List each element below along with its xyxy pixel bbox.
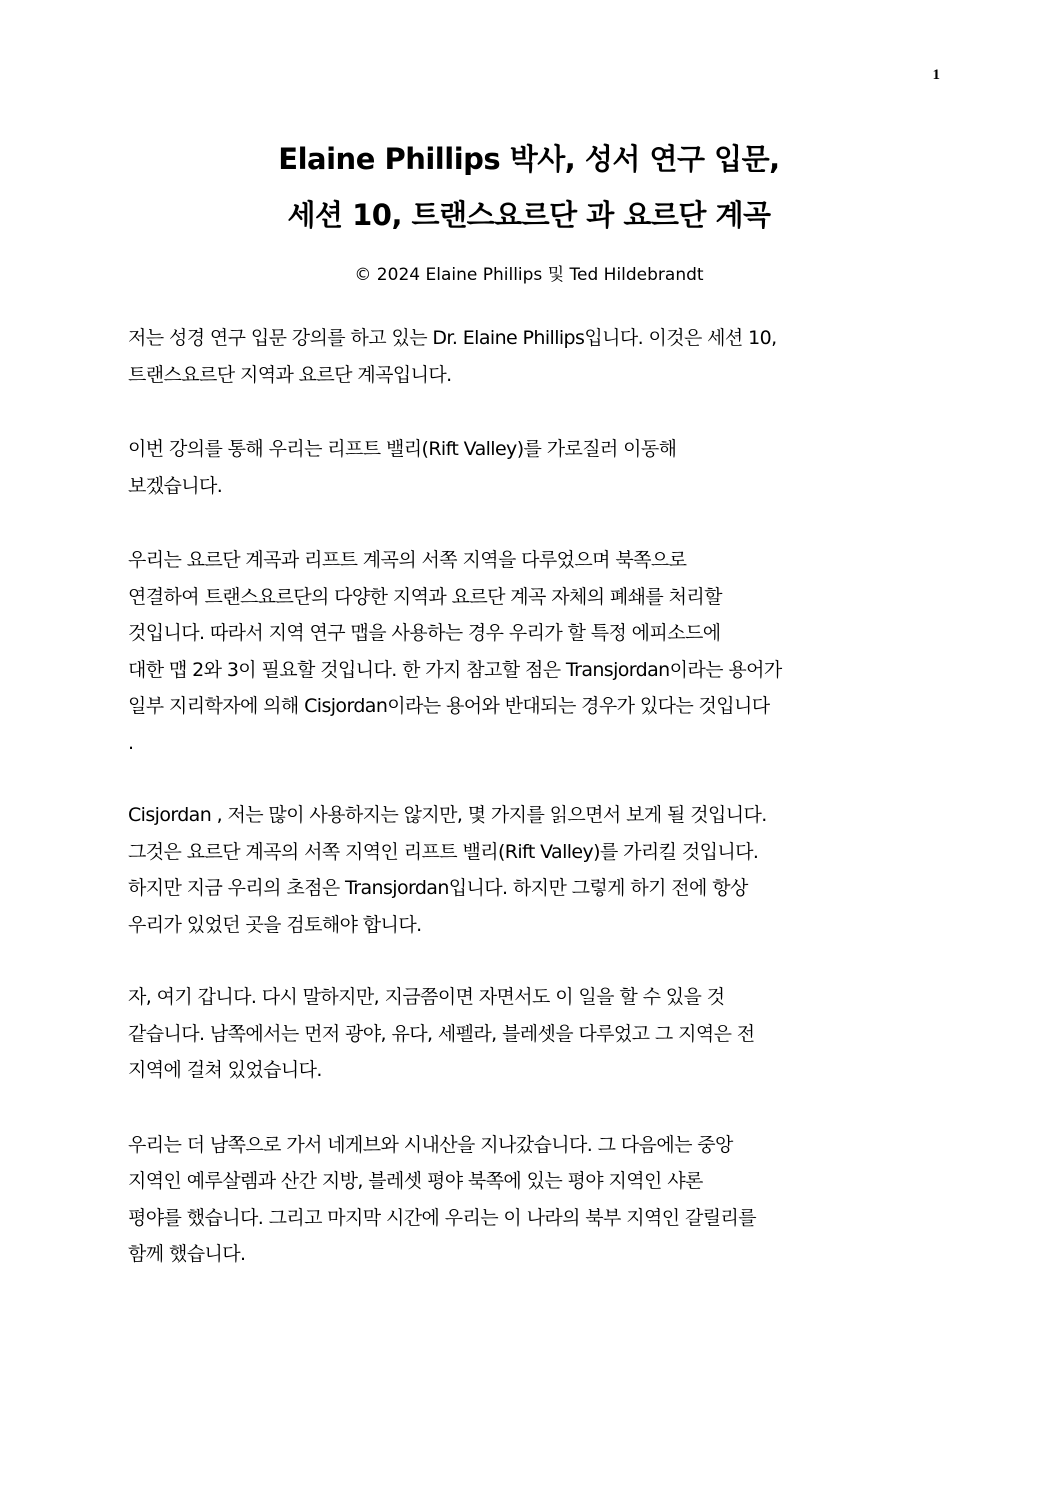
paragraph-2	[128, 431, 940, 504]
text-line: 우리는 요르단 계곡과 리프트 계곡의 서쪽 지역을 다루었으며 북쪽으로	[128, 549, 687, 571]
paragraph-4	[128, 797, 940, 943]
text-line: 우리는 더 남쪽으로 가서 네게브와 시내산을 지나갔습니다. 그 다음에는 중앙	[128, 1133, 733, 1156]
paragraph-3	[128, 542, 940, 761]
text-line: 함께 했습니다.	[128, 1243, 246, 1265]
text-line: 그것은 요르단 계곡의 서쪽 지역인 리프트 밸리(Rift Valley)를 가리킬 것입니다.	[128, 840, 759, 863]
text-line: 보겠습니다.	[128, 474, 223, 497]
text-line: .	[128, 731, 134, 754]
document-title	[60, 141, 998, 233]
title-line-2: 세션 10, 트랜스요르단 과 요르단 계곡	[287, 198, 771, 232]
text-line: 일부 지리학자에 의해 Cisjordan이라는 용어와 반대되는 경우가 있다는 것입니다	[128, 695, 770, 717]
title-line-1: Elaine Phillips 박사, 성서 연구 입문,	[278, 142, 780, 176]
text-line: 자, 여기 갑니다. 다시 말하지만, 지금쯤이면 자면서도 이 일을 할 수 있을 것	[128, 986, 725, 1008]
text-line: 트랜스요르단 지역과 요르단 계곡입니다.	[128, 363, 452, 386]
text-line: 같습니다. 남쪽에서는 먼저 광야, 유다, 세펠라, 블레셋을 다루었고 그 지역은 전	[128, 1022, 755, 1045]
paragraph-1	[128, 320, 940, 393]
text-line: 우리가 있었던 곳을 검토해야 합니다.	[128, 913, 422, 936]
text-line: 것입니다. 따라서 지역 연구 맵을 사용하는 경우 우리가 할 특정 에피소드에	[128, 622, 721, 644]
text-line: 연결하여 트랜스요르단의 다양한 지역과 요르단 계곡 자체의 폐쇄를 처리할	[128, 585, 722, 608]
page-number: 1	[932, 67, 940, 83]
copyright-line: © 2024 Elaine Phillips 및 Ted Hildebrandt	[354, 265, 704, 285]
text-line: 대한 맵 2와 3이 필요할 것입니다. 한 가지 참고할 점은 Transjordan이라는 용어가	[128, 658, 782, 681]
text-line: 지역인 예루살렘과 산간 지방, 블레셋 평야 북쪽에 있는 평야 지역인 샤론	[128, 1170, 703, 1192]
paragraph-6	[128, 1127, 940, 1273]
text-line: 지역에 걸쳐 있었습니다.	[128, 1059, 322, 1081]
text-line: Cisjordan , 저는 많이 사용하지는 않지만, 몇 가지를 읽으면서 보게 될 것입니다.	[128, 804, 767, 826]
text-line: 저는 성경 연구 입문 강의를 하고 있는 Dr. Elaine Phillips입니다. 이것은 세션 10,	[128, 327, 777, 349]
text-line: 이번 강의를 통해 우리는 리프트 밸리(Rift Valley)를 가로질러 이동해	[128, 438, 677, 460]
text-line: 하지만 지금 우리의 초점은 Transjordan입니다. 하지만 그렇게 하기 전에 항상	[128, 877, 748, 899]
text-line: 평야를 했습니다. 그리고 마지막 시간에 우리는 이 나라의 북부 지역인 갈릴리를	[128, 1206, 756, 1229]
paragraph-5	[128, 979, 940, 1089]
document-body	[128, 320, 940, 1273]
